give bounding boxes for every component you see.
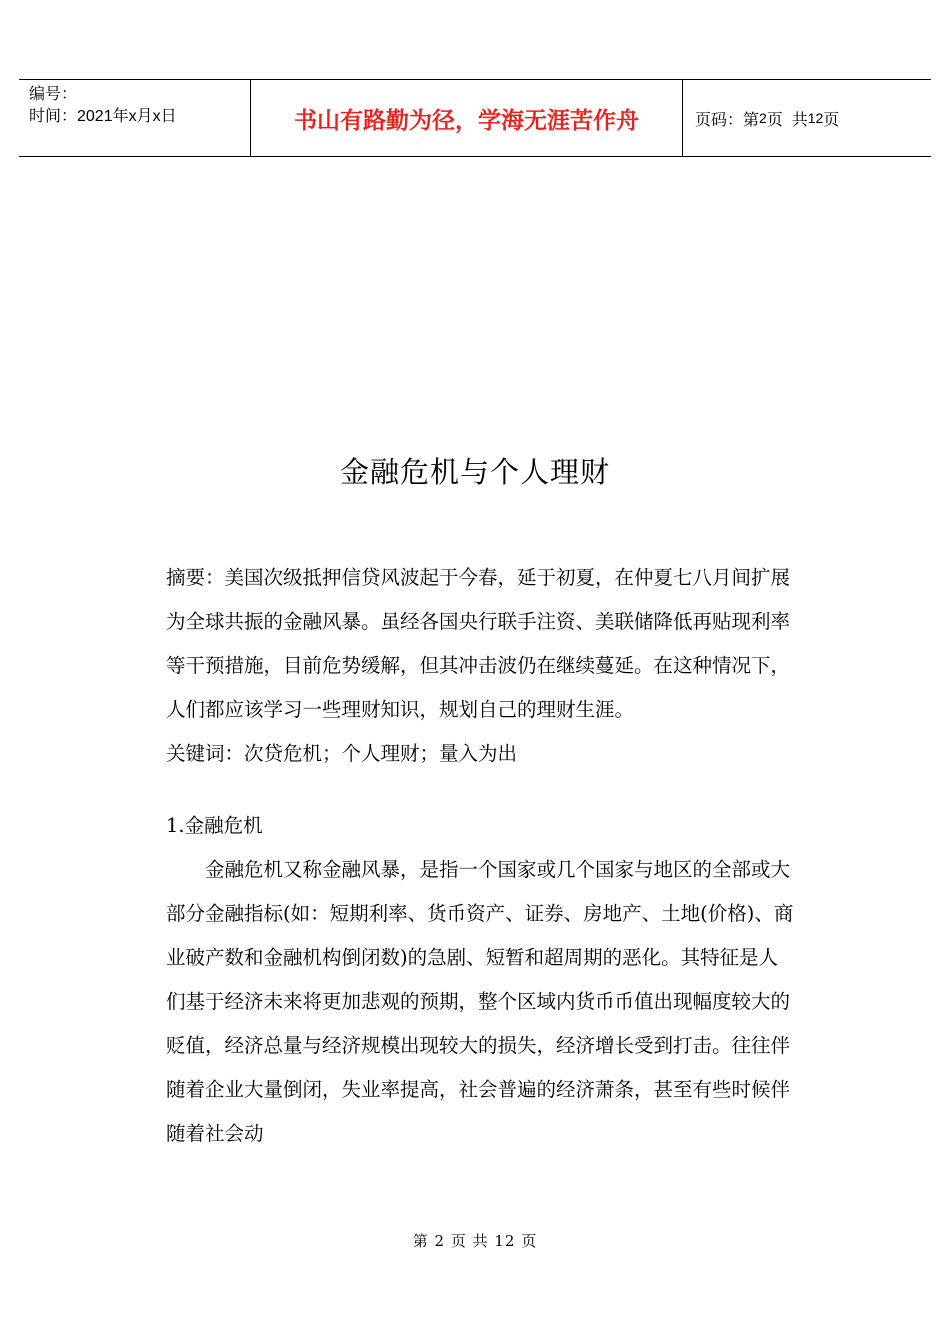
header-table [19, 79, 931, 157]
page-suffix: 页 [823, 111, 840, 129]
article-title: 金融危机与个人理财 [339, 455, 610, 489]
article-body [166, 556, 796, 1156]
abstract [166, 556, 796, 732]
section-paragraph: 金融危机又称金融风暴，是指一个国家或几个国家与地区的全部或大部分金融指标(如：短期利率、货币资产、证券、房地产、土地(价格)、商业破产数和金融机构倒闭数)的急剧、短暂和超周期的恶化。其特征是人们基于经济未来将更加悲观的预期，整个区域内货币币值出现幅度较大的贬值，经济总量与经济规模出现较大的损失，经济增长受到打击。往往伴随着企业大量倒闭，失业率提高，社会普遍的经济萧条，甚至有些时候伴随着社会动 [166, 858, 794, 1145]
abstract-text: 美国次级抵押信贷风波起于今春，延于初夏，在仲夏七八月间扩展为全球共振的金融风暴。虽经各国央行联手注资、美联储降低再贴现利率等干预措施，目前危势缓解，但其冲击波仍在继续蔓延。在这种情况下，人们都应该学习一些理财知识，规划自己的理财生涯。 [166, 566, 791, 721]
keywords-label: 关键词： [166, 742, 245, 765]
section-heading [166, 804, 796, 848]
section-number: 1. [166, 814, 185, 837]
header-meta [19, 80, 251, 156]
serial-label: 编号： [29, 86, 78, 103]
time-label: 时间：2021年x月x日 [29, 108, 177, 125]
keywords-text: 次贷危机；个人理财；量入为出 [244, 742, 518, 765]
header-motto: 书山有路勤为径，学海无涯苦作舟 [251, 80, 683, 156]
keywords [166, 732, 796, 776]
section-title: 金融危机 [184, 814, 263, 837]
page-prefix: 页码：第 [695, 111, 760, 129]
page-total: 12 [807, 110, 824, 126]
page-mid: 页 共 [766, 111, 808, 129]
header-page-info [683, 80, 931, 156]
page-current: 2 [759, 110, 767, 126]
page-footer: 第 2 页 共 12 页 [412, 1232, 538, 1250]
abstract-label: 摘要： [166, 566, 225, 589]
